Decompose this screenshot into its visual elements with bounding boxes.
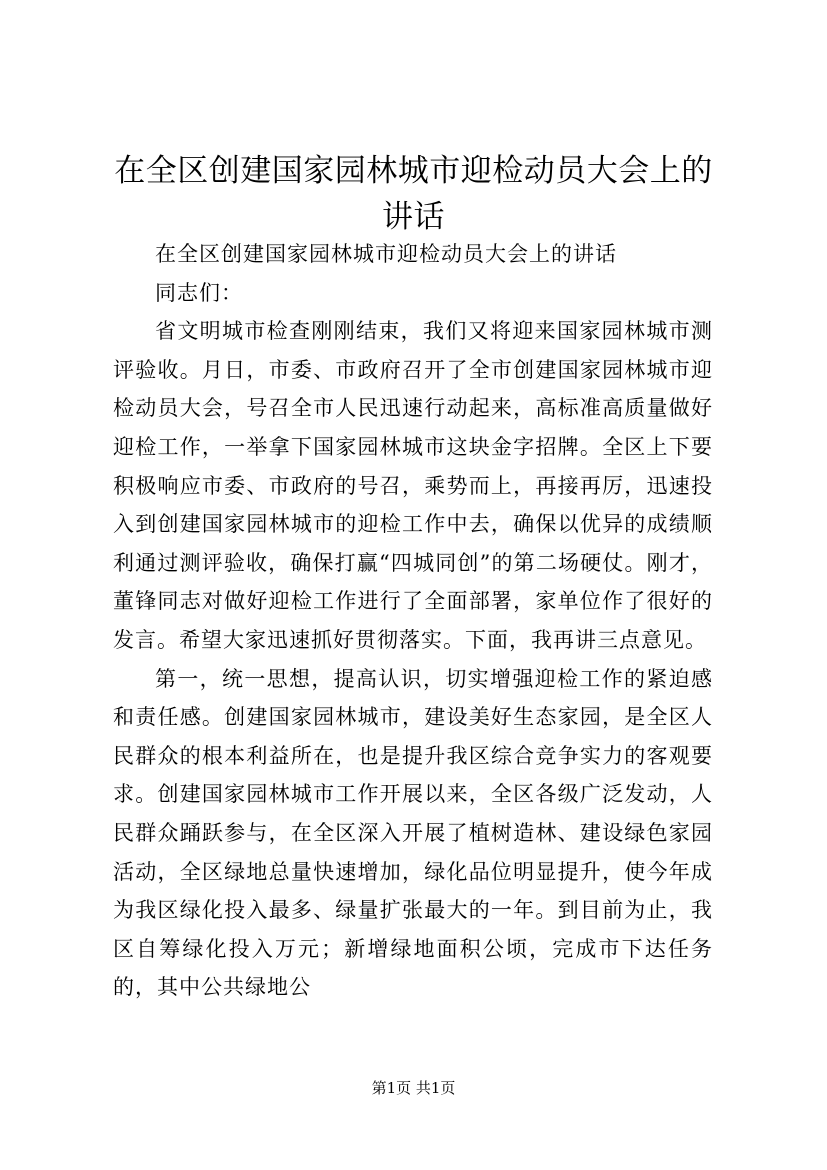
page-number-footer: 第1页 共1页 (371, 1079, 456, 1097)
paragraph-first-point: 第一，统一思想，提高认识，切实增强迎检工作的紧迫感和责任感。创建国家园林城市，建设美好生态家园，是全区人民群众的根本利益所在，也是提升我区综合竞争实力的客观要求。创建国家园林城市工作开展以来，全区各级广泛发动，人民群众踊跃参与，在全区深入开展了植树造林、建设绿色家园活动，全区绿地总量快速增加，绿化品位明显提升，使今年成为我区绿化投入最多、绿量扩张最大的一年。到目前为止，我区自筹绿化投入万元；新增绿地面积公顷，完成市下达任务的，其中公共绿地公 (113, 666, 713, 1000)
paragraph-intro: 省文明城市检查刚刚结束，我们又将迎来国家园林城市测评验收。月日，市委、市政府召开了全市创建国家园林城市迎检动员大会，号召全市人民迅速行动起来，高标准高质量做好迎检工作，一举拿下国家园林城市这块金字招牌。全区上下要积极响应市委、市政府的号召，乘势而上，再接再厉，迅速投入到创建国家园林城市的迎检工作中去，确保以优异的成绩顺利通过测评验收，确保打赢“四城同创”的第二场硬仗。刚才，董锋同志对做好迎检工作进行了全面部署，家单位作了很好的发言。希望大家迅速抓好贯彻落实。下面，我再讲三点意见。 (113, 319, 713, 652)
document-body (113, 235, 713, 1007)
paragraph-subtitle: 在全区创建国家园林城市迎检动员大会上的讲话 (155, 242, 617, 266)
document-title: 在全区创建国家园林城市迎检动员大会上的讲话 (114, 153, 713, 235)
paragraph-salutation: 同志们： (155, 280, 243, 305)
